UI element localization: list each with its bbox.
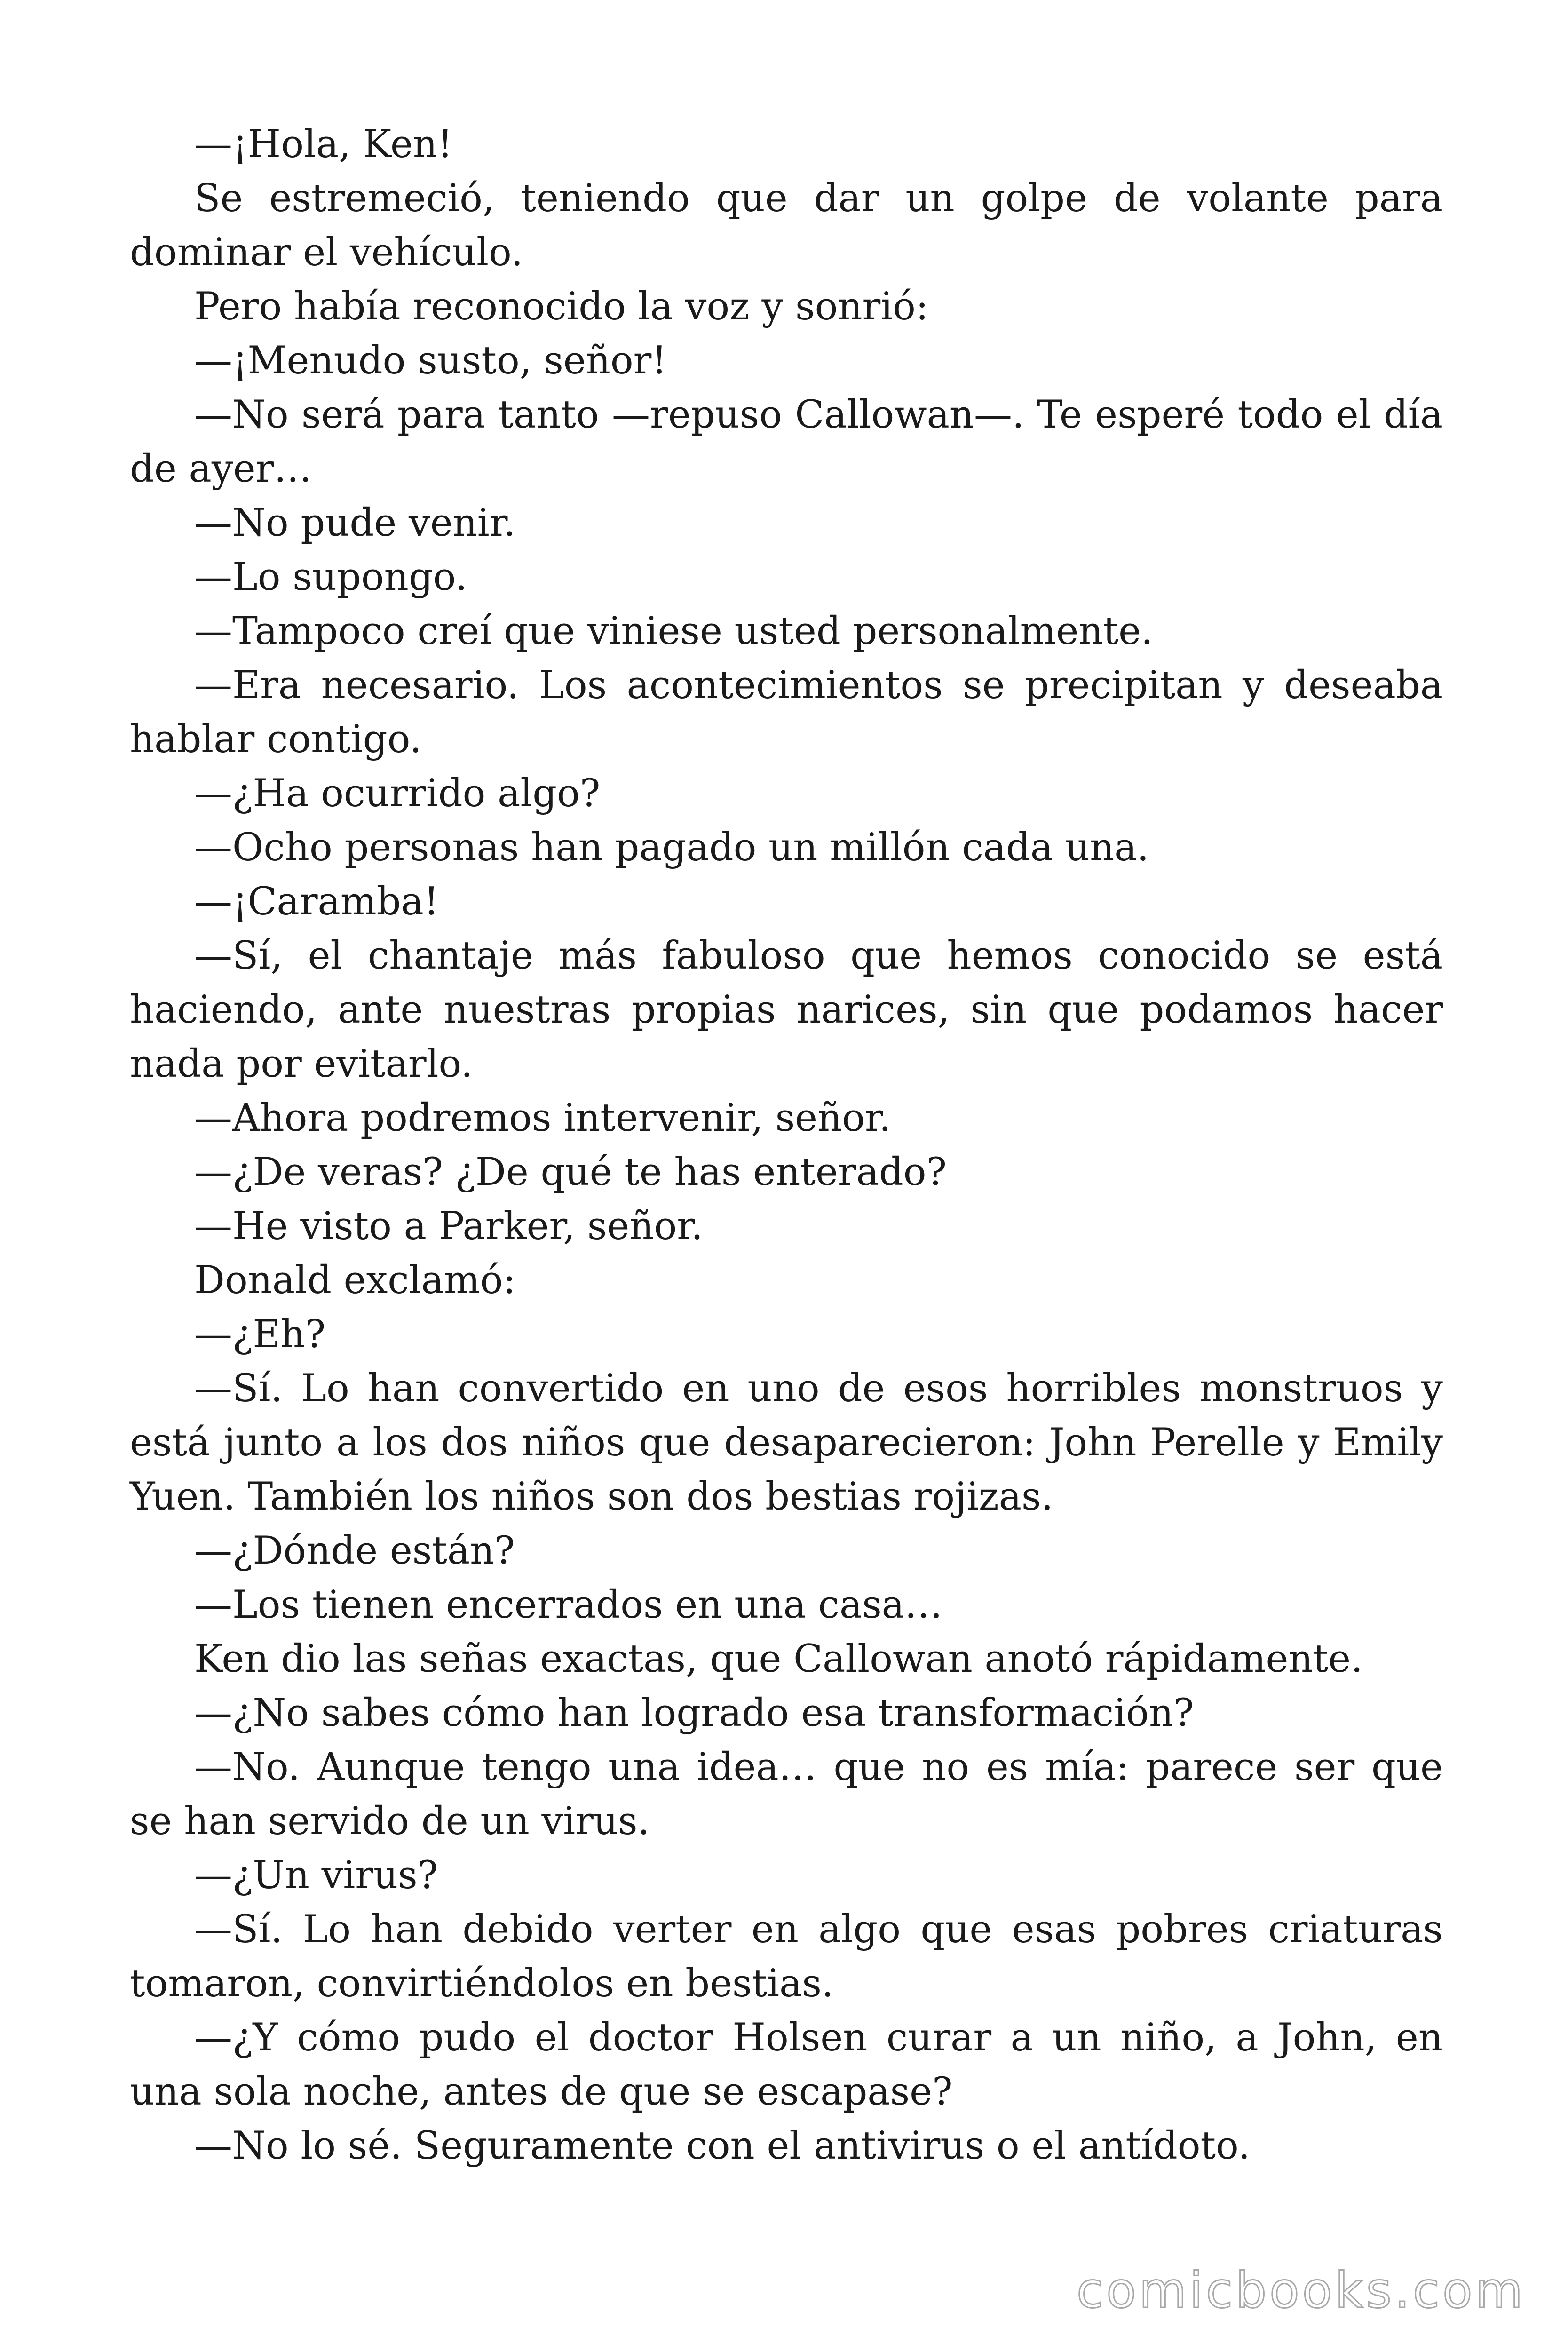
paragraph: Pero había reconocido la voz y sonrió: (194, 285, 929, 329)
paragraph: —¡Caramba! (194, 880, 439, 924)
paragraph: Donald exclamó: (194, 1258, 516, 1303)
paragraph: —¿Y cómo pudo el doctor Holsen curar a un niño, a John, en una sola noche, antes de que se escapase? (130, 2016, 1443, 2114)
paragraph: —Ocho personas han pagado un millón cada una. (194, 826, 1149, 870)
paragraph: Se estremeció, teniendo que dar un golpe de volante para dominar el vehículo. (130, 176, 1443, 275)
paragraph: —Los tienen encerrados en una casa… (194, 1583, 943, 1627)
paragraph: —Sí. Lo han debido verter en algo que esas pobres criaturas tomaron, convirtiéndolos en bestias. (130, 1907, 1443, 2006)
paragraph: —Era necesario. Los acontecimientos se precipitan y deseaba hablar contigo. (130, 663, 1443, 762)
paragraph: —Sí, el chantaje más fabuloso que hemos conocido se está haciendo, ante nuestras propias narices, sin que podamos hacer nada por evitarlo. (130, 934, 1443, 1086)
paragraph: —No. Aunque tengo una idea… que no es mía: parece ser que se han servido de un virus. (130, 1745, 1443, 1843)
paragraph: —¿No sabes cómo han logrado esa transformación? (194, 1691, 1194, 1735)
paragraph: —Lo supongo. (194, 555, 467, 599)
paragraph: —¿Un virus? (194, 1853, 438, 1898)
watermark: comicbooks.com (1076, 2262, 1526, 2319)
paragraph: —¿Eh? (194, 1312, 326, 1357)
paragraph: —¡Menudo susto, señor! (194, 339, 667, 383)
paragraph: —¿De veras? ¿De qué te has enterado? (194, 1150, 947, 1194)
paragraph: —Sí. Lo han convertido en uno de esos horribles monstruos y está junto a los dos niños que desaparecieron: John Perelle y Emily Yuen. También los niños son dos bestias rojizas. (130, 1367, 1443, 1519)
paragraph: —No será para tanto —repuso Callowan—. Te esperé todo el día de ayer… (130, 393, 1443, 491)
paragraph: —¿Ha ocurrido algo? (194, 771, 601, 816)
paragraph: —¿Dónde están? (194, 1529, 515, 1573)
page-text (130, 118, 1443, 2173)
paragraph: —¡Hola, Ken! (194, 122, 453, 167)
paragraph: —Ahora podremos intervenir, señor. (194, 1096, 891, 1140)
paragraph: —Tampoco creí que viniese usted personalmente. (194, 609, 1153, 653)
paragraph: —He visto a Parker, señor. (194, 1204, 703, 1248)
paragraph: —No pude venir. (194, 501, 516, 545)
paragraph: Ken dio las señas exactas, que Callowan anotó rápidamente. (194, 1637, 1363, 1681)
paragraph: —No lo sé. Seguramente con el antivirus o el antídoto. (194, 2124, 1251, 2168)
